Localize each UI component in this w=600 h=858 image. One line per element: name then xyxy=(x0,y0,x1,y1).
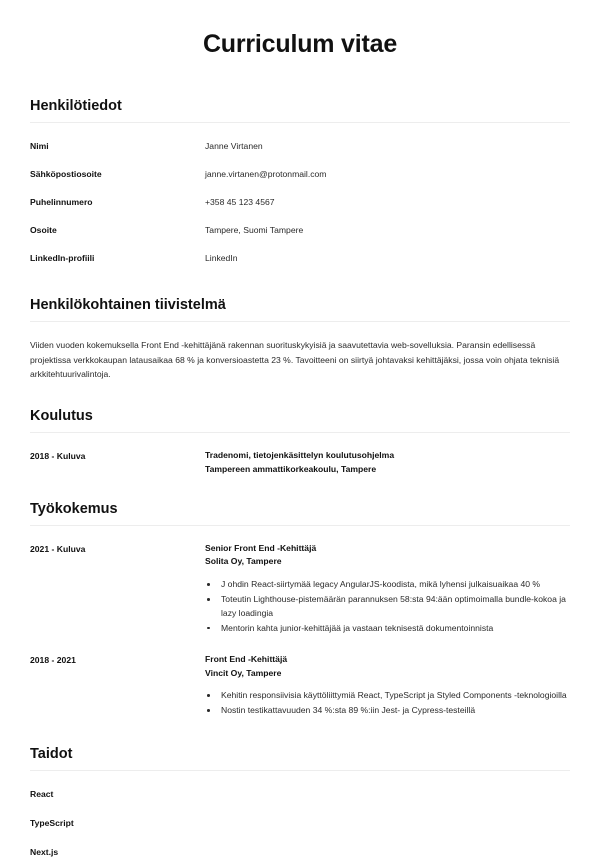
section-personal-details xyxy=(30,97,570,265)
section-divider xyxy=(30,525,570,526)
skills-list xyxy=(30,788,570,858)
section-divider xyxy=(30,321,570,322)
detail-value-linkedin[interactable]: LinkedIn xyxy=(205,253,238,264)
detail-label: Sähköpostiosoite xyxy=(30,169,102,180)
experience-entry-list xyxy=(30,542,570,719)
detail-row-linkedin xyxy=(30,252,570,264)
section-heading-summary: Henkilökohtainen tiivistelmä xyxy=(30,296,226,313)
education-period: 2018 - Kuluva xyxy=(30,450,86,461)
experience-entry xyxy=(30,542,570,636)
experience-bullet-list xyxy=(205,689,570,718)
experience-detail xyxy=(205,542,570,636)
skill-item: Next.js xyxy=(30,846,59,857)
summary-paragraph: Viiden vuoden kokemuksella Front End -kehittäjänä rakennan suorituskykyisiä ja saavutettavia web-sovelluksia. Paransin edellisessä projektissa verkkokaupan latausaikaa 68 % ja konversioastetta 23 %. Tavoitteeni on siirtyä johtavaksi kehittäjäksi, jossa voin ohjata teknisiä arkkitehtuurivalintoja. xyxy=(30,339,560,380)
detail-value: Tampere, Suomi Tampere xyxy=(205,225,304,236)
section-experience xyxy=(30,500,570,719)
section-divider xyxy=(30,122,570,123)
experience-bullet: Nostin testikattavuuden 34 %:sta 89 %:iin Jest- ja Cypress-testeillä xyxy=(205,704,570,718)
detail-row-address xyxy=(30,224,570,236)
experience-bullet-list xyxy=(205,578,570,636)
experience-bullet: Mentorin kahta junior-kehittäjää ja vastaan teknisestä dokumentoinnista xyxy=(205,622,570,636)
education-entry xyxy=(30,449,570,476)
education-detail xyxy=(205,449,570,476)
experience-bullet: J ohdin React-siirtymää legacy AngularJS-koodista, mikä lyhensi julkaisuaikaa 40 % xyxy=(205,578,570,592)
section-divider xyxy=(30,770,570,771)
education-degree: Tradenomi, tietojenkäsittelyn koulutusohjelma xyxy=(205,450,395,461)
section-heading-experience: Työkokemus xyxy=(30,500,118,517)
experience-period: 2018 - 2021 xyxy=(30,654,76,665)
education-institution: Tampereen ammattikorkeakoulu, Tampere xyxy=(205,463,377,474)
detail-row-name xyxy=(30,140,570,152)
section-heading-education: Koulutus xyxy=(30,408,93,425)
experience-company: Solita Oy, Tampere xyxy=(205,556,282,567)
experience-role: Front End -Kehittäjä xyxy=(205,654,288,665)
experience-bullet: Toteutin Lighthouse-pistemäärän parannuksen 58:sta 94:ään optimoimalla bundle-kokoa ja lazy loadingia xyxy=(205,593,570,621)
detail-label: Nimi xyxy=(30,141,49,152)
section-divider xyxy=(30,432,570,433)
detail-row-email xyxy=(30,168,570,180)
detail-value: +358 45 123 4567 xyxy=(205,197,275,208)
section-heading-skills: Taidot xyxy=(30,745,73,762)
skill-item: TypeScript xyxy=(30,817,74,828)
detail-row-phone xyxy=(30,196,570,208)
experience-bullet: Kehitin responsiivisia käyttöliittymiä React, TypeScript ja Styled Components -teknologioilla xyxy=(205,689,570,703)
experience-detail xyxy=(205,653,570,718)
section-heading-personal-details: Henkilötiedot xyxy=(30,98,122,114)
skill-item: React xyxy=(30,789,54,800)
detail-value: Janne Virtanen xyxy=(205,141,263,152)
experience-role: Senior Front End -Kehittäjä xyxy=(205,543,317,554)
education-entry-list xyxy=(30,449,570,476)
detail-label: Puhelinnumero xyxy=(30,197,93,208)
experience-company: Vincit Oy, Tampere xyxy=(205,667,282,678)
section-education xyxy=(30,407,570,476)
experience-entry xyxy=(30,653,570,718)
detail-value: janne.virtanen@protonmail.com xyxy=(205,169,327,180)
personal-details-list xyxy=(30,140,570,265)
detail-label: Osoite xyxy=(30,225,57,236)
section-summary xyxy=(30,296,570,382)
detail-label: LinkedIn-profiili xyxy=(30,253,95,264)
section-skills xyxy=(30,745,570,858)
experience-period: 2021 - Kuluva xyxy=(30,543,86,554)
page-title: Curriculum vitae xyxy=(202,30,398,58)
